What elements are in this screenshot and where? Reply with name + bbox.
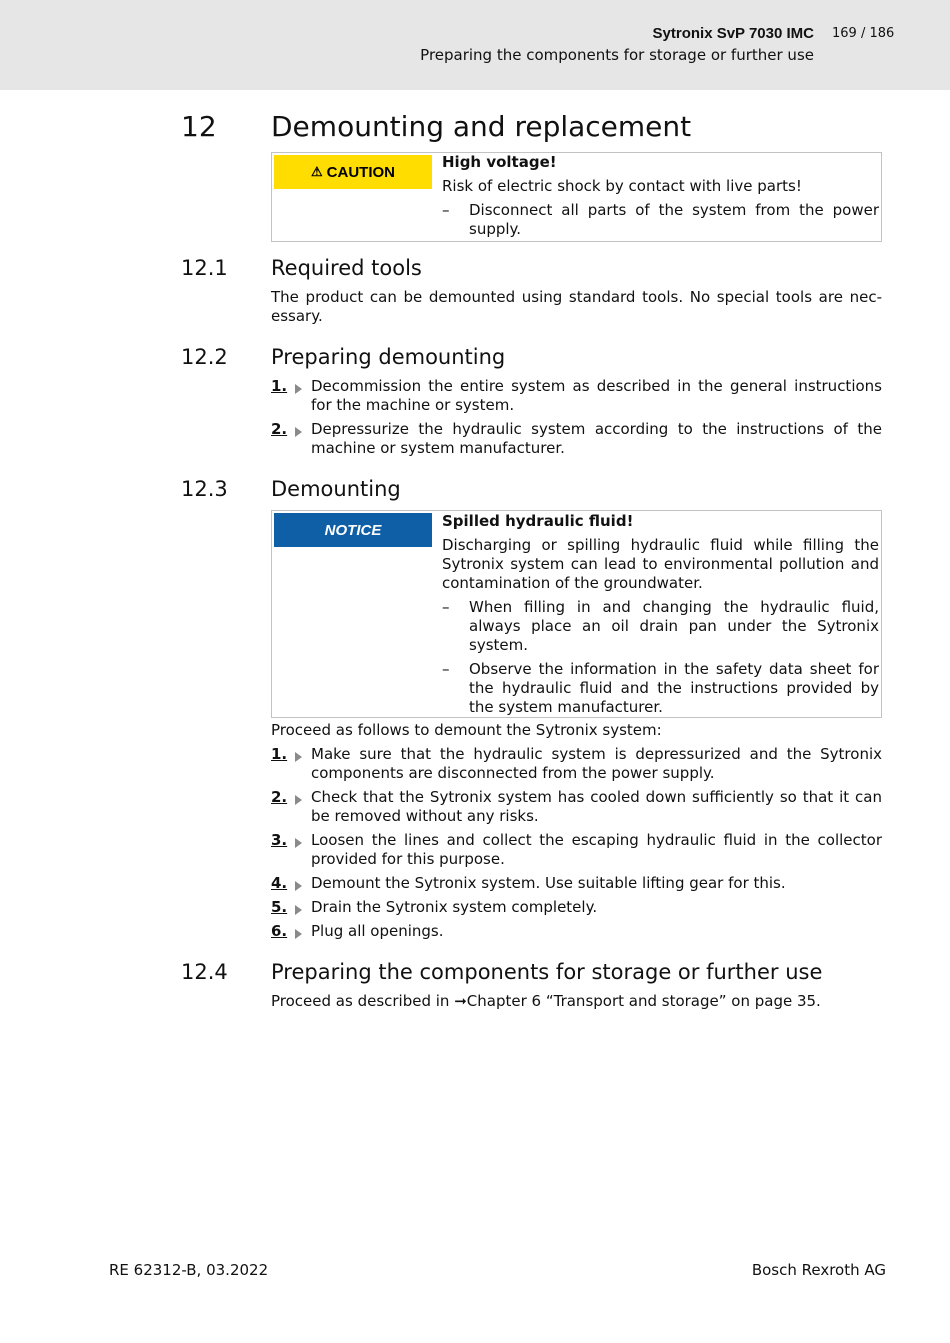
header-product: Sytronix SvP 7030 IMC xyxy=(652,25,814,42)
notice-box xyxy=(271,510,882,718)
demount-intro: Proceed as follows to demount the Sytronix system: xyxy=(271,721,662,739)
caution-box xyxy=(271,152,882,242)
section-number-12-2: 12.2 xyxy=(181,345,228,369)
section-text-12-4: Proceed as described in ➞Chapter 6 “Transport and storage” on page 35. xyxy=(271,992,821,1010)
header-section: Preparing the components for storage or further use xyxy=(420,46,814,64)
notice-title: Spilled hydraulic fluid! xyxy=(442,512,634,530)
step-item: 4. Demount the Sytronix system. Use suitable lifting gear for this. xyxy=(271,874,786,892)
step-item: 2. Depressurize the hydraulic system according to the instructions of the machine or system manufacturer. xyxy=(271,420,882,457)
steps-12-3 xyxy=(271,745,882,946)
steps-12-2 xyxy=(271,377,882,463)
section-number-12-3: 12.3 xyxy=(181,477,228,501)
step-item: 1. Decommission the entire system as described in the general instructions for the machine or system. xyxy=(271,377,882,414)
step-item: 3. Loosen the lines and collect the escaping hydraulic fluid in the collector provided for this purpose. xyxy=(271,831,882,868)
warning-triangle-icon: ⚠ xyxy=(311,164,323,179)
section-text-12-1: The product can be demounted using standard tools. No special tools are nec-essary. xyxy=(271,288,882,325)
step-item: 5. Drain the Sytronix system completely. xyxy=(271,898,598,916)
page-header xyxy=(0,0,950,90)
section-number-12-4: 12.4 xyxy=(181,960,228,984)
notice-text: Discharging or spilling hydraulic fluid while filling the Sytronix system can lead to environmental pollution and contamination of the groundwater. xyxy=(442,536,879,592)
section-number-12-1: 12.1 xyxy=(181,256,228,280)
section-title-12-3: Demounting xyxy=(271,477,401,501)
document-reference: RE 62312-B, 03.2022 xyxy=(109,1261,269,1279)
link-arrow-icon: ➞ xyxy=(454,992,467,1010)
section-title-12-2: Preparing demounting xyxy=(271,345,506,369)
step-item: 2. Check that the Sytronix system has cooled down sufficiently so that it can be removed without any risks. xyxy=(271,788,882,825)
caution-title: High voltage! xyxy=(442,153,557,171)
chapter-link[interactable]: Chapter 6 “Transport and storage” on page 35. xyxy=(466,992,821,1010)
caution-label xyxy=(274,155,432,189)
chapter-title: Demounting and replacement xyxy=(271,110,692,143)
notice-bullet: – When filling in and changing the hydraulic fluid, always place an oil drain pan under the Sytronix system. xyxy=(442,598,879,654)
notice-bullet: – Observe the information in the safety data sheet for the hydraulic fluid and the instructions provided by the system manufacturer. xyxy=(442,660,879,716)
caution-bullet: – Disconnect all parts of the system from the power supply. xyxy=(442,201,879,238)
step-item: 1. Make sure that the hydraulic system is depressurized and the Sytronix components are disconnected from the power supply. xyxy=(271,745,882,782)
notice-label: NOTICE xyxy=(274,513,432,547)
page-number: 169 / 186 xyxy=(832,26,895,41)
step-item: 6. Plug all openings. xyxy=(271,922,444,940)
section-title-12-1: Required tools xyxy=(271,256,422,280)
caution-text: Risk of electric shock by contact with live parts! xyxy=(442,177,802,195)
company-name: Bosch Rexroth AG xyxy=(751,1261,886,1279)
section-title-12-4: Preparing the components for storage or further use xyxy=(271,960,823,984)
caution-label-text: CAUTION xyxy=(326,163,395,181)
chapter-number: 12 xyxy=(181,110,217,143)
